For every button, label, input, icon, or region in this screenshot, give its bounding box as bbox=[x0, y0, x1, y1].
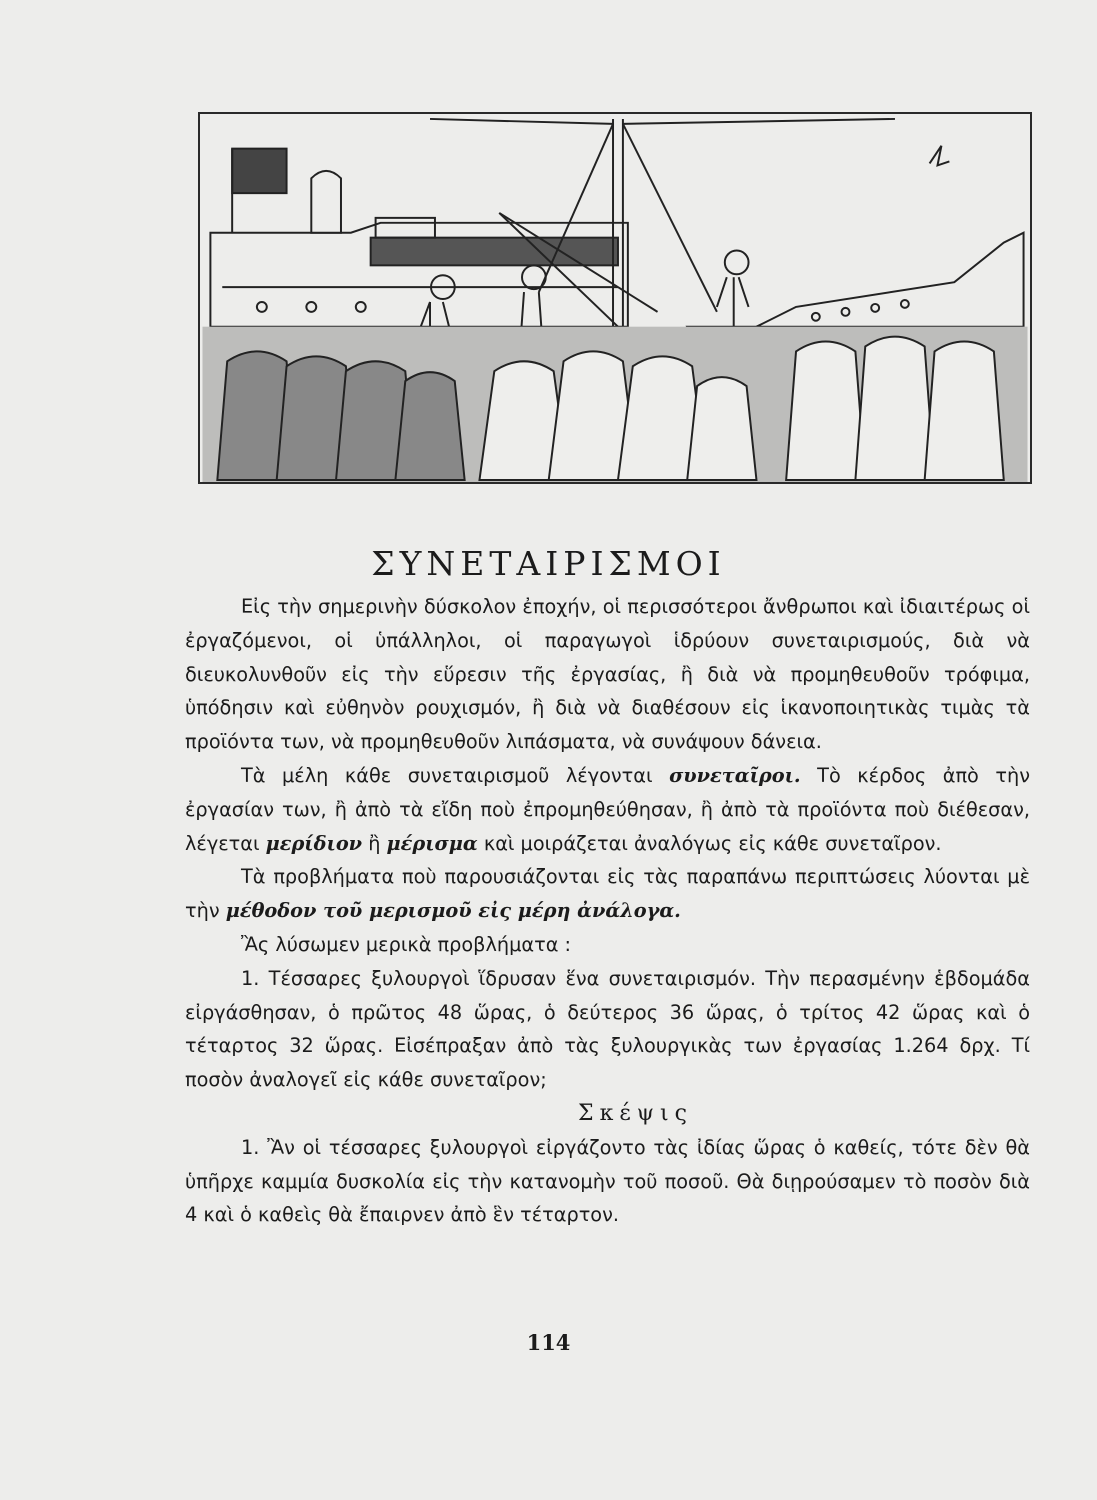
harbor-drawing bbox=[200, 114, 1030, 482]
term-partners: συνεταῖροι. bbox=[669, 763, 801, 787]
problem-1: 1. Τέσσαρες ξυλουργοὶ ἵδρυσαν ἕνα συνεταιρισμόν. Τὴν περασμένην ἑβδομάδα εἰργάσθησαν, ὁ πρῶτος 48 ὥρας, ὁ δεύτερος 36 ὥρας, ὁ τρίτος 42 ὥρας καὶ ὁ τέταρτος 32 ὥρας. Εἰσέπραξαν ἀπὸ τὰς ξυλουργικὰς των ἐργασίας 1.264 δρχ. Τί ποσὸν ἀναλογεῖ εἰς κάθε συνεταῖρον; bbox=[185, 966, 1030, 1092]
paragraph-lead-in: Ἂς λύσωμεν μερικὰ προβλήματα : bbox=[241, 932, 572, 956]
text-run: καὶ μοιράζεται ἀναλόγως εἰς κάθε συνεταῖρον. bbox=[477, 831, 942, 855]
reasoning-1: 1. Ἂν οἱ τέσσαρες ξυλουργοὶ εἰργάζοντο τὰς ἰδίας ὥρας ὁ καθείς, τότε δὲν θὰ ὑπῆρχε καμμία δυσκολία εἰς τὴν κατανομὴν τοῦ ποσοῦ. Θὰ διῃρούσαμεν τὸ ποσὸν διὰ 4 καὶ ὁ καθεὶς θὰ ἔπαιρνεν ἀπὸ ἓν τέταρτον. bbox=[185, 1135, 1030, 1227]
subheading-reasoning: Σκέψις bbox=[578, 1100, 693, 1126]
text-run: Τὰ προβλήματα ποὺ παρουσιάζονται εἰς τὰς παραπάνω περιπτώσεις λύονται μὲ τὴν bbox=[185, 865, 1030, 923]
text-run: ἢ bbox=[362, 831, 387, 855]
term-dividend: μέρισμα bbox=[386, 831, 478, 855]
body-text bbox=[185, 590, 1030, 1232]
paragraph-definitions bbox=[185, 759, 1030, 860]
harbor-illustration bbox=[198, 112, 1032, 484]
term-method: μέθοδον τοῦ μερισμοῦ εἰς μέρη ἀνάλογα. bbox=[225, 899, 681, 923]
page-title: ΣΥΝΕΤΑΙΡΙΣΜΟΙ bbox=[371, 544, 726, 584]
paragraph-method bbox=[185, 860, 1030, 928]
paragraph-intro: Εἰς τὴν σημερινὴν δύσκολον ἐποχήν, οἱ περισσότεροι ἄνθρωποι καὶ ἰδιαιτέρως οἱ ἐργαζόμενοι, οἱ ὑπάλληλοι, οἱ παραγωγοὶ ἱδρύουν συνεταιρισμούς, διὰ νὰ διευκολυνθοῦν εἰς τὴν εὕρεσιν τῆς ἐργασίας, ἢ διὰ νὰ προμηθευθοῦν τρόφιμα, ὑπόδησιν καὶ εὐθηνὸν ρουχισμόν, ἢ διὰ νὰ διαθέσουν εἰς ἱκανοποιητικὰς τιμὰς τὰ προϊόντα των, νὰ προμηθευθοῦν λιπάσματα, νὰ συνάψουν δάνεια. bbox=[185, 595, 1030, 754]
term-share: μερίδιον bbox=[265, 831, 363, 855]
page-number: 114 bbox=[526, 1330, 571, 1355]
text-run: Τὰ μέλη κάθε συνεταιρισμοῦ λέγονται bbox=[241, 763, 670, 787]
text-run: Τὸ κέρδος ἀπὸ τὴν ἐργασίαν των, ἢ ἀπὸ τὰ εἴδη ποὺ ἐπρομηθεύθησαν, ἢ ἀπὸ τὰ προϊόντα ποὺ διέθεσαν, λέγεται bbox=[185, 763, 1030, 855]
